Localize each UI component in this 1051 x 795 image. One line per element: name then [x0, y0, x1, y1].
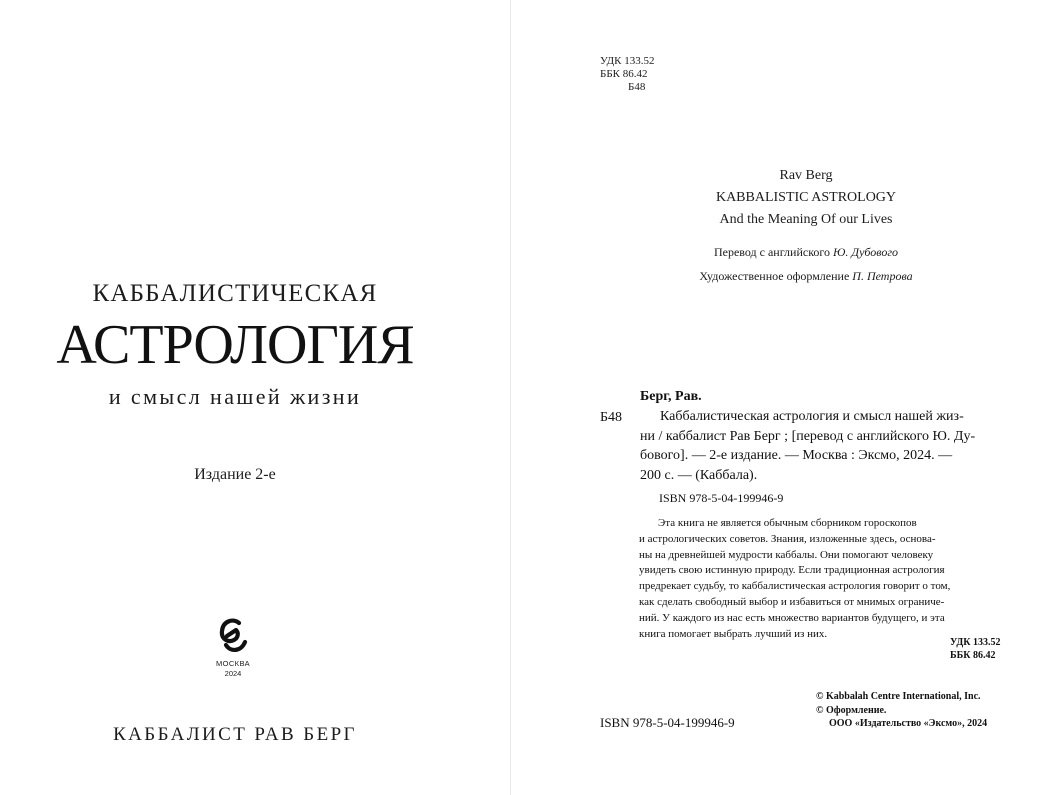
original-author: Rav Berg [779, 168, 833, 183]
design-label: Художественное оформление [699, 269, 850, 283]
original-title: KABBALISTIC ASTROLOGY [715, 190, 897, 205]
catalog-description [640, 407, 1009, 485]
imprint-page [511, 0, 1051, 795]
publisher-year: 2024 [224, 669, 242, 678]
annotation-udk: УДК 133.52 [950, 637, 1001, 648]
copyright-block [816, 690, 987, 731]
publisher-city: МОСКВА [215, 659, 251, 668]
original-edition [631, 165, 981, 231]
translation-credit [631, 245, 981, 260]
annotation-line: Эта книга не является обычным сборником гороскопов [658, 517, 917, 529]
annotation-line: ны на древнейшей мудрости каббалы. Они помогают человеку [639, 548, 934, 561]
author-sign-code: Б48 [628, 81, 646, 93]
title-supertitle: КАББАЛИСТИЧЕСКАЯ [92, 280, 378, 307]
book-title: АСТРОЛОГИЯ [56, 314, 414, 376]
catalog-line: Каббалистическая астрология и смысл нашей жиз- [660, 409, 964, 424]
edition-label: Издание 2-е [194, 466, 276, 483]
annotation-line: ний. У каждого из нас есть множество вариантов будущего, и эта [639, 611, 945, 624]
annotation-bbk: ББК 86.42 [950, 650, 996, 661]
classification-codes [600, 55, 655, 94]
footer-isbn: ISBN 978-5-04-199946-9 [600, 715, 735, 730]
copyright-line: © Kabbalah Centre International, Inc. [816, 691, 981, 702]
catalog-code: Б48 [600, 410, 623, 425]
translator-name: Ю. Дубового [833, 245, 899, 259]
book-author: КАББАЛИСТ РАВ БЕРГ [113, 724, 357, 745]
title-page [0, 0, 510, 795]
translation-label: Перевод с английского [713, 245, 831, 259]
bbk-code: ББК 86.42 [600, 68, 648, 80]
annotation-line: и астрологических советов. Знания, изложенные здесь, основа- [639, 532, 936, 545]
catalog-line: бового]. — 2-е издание. — Москва : Эксмо, 2024. — [640, 448, 953, 463]
catalog-isbn: ISBN 978-5-04-199946-9 [659, 491, 784, 505]
book-subtitle: и смысл нашей жизни [108, 384, 362, 409]
copyright-line: ООО «Издательство «Эксмо», 2024 [829, 718, 988, 729]
catalog-line: ни / каббалист Рав Берг ; [перевод с английского Ю. Ду- [640, 428, 976, 444]
annotation-line: книга помогает выбрать лучший из них. [639, 627, 828, 640]
design-credit [631, 269, 981, 284]
copyright-line: © Оформление. [816, 704, 887, 716]
udk-code: УДК 133.52 [600, 55, 655, 67]
annotation-line: как сделать свободный выбор и избавиться от мнимых ограниче- [639, 595, 945, 608]
original-subtitle: And the Meaning Of our Lives [719, 212, 893, 227]
eksmo-logo-icon [217, 617, 249, 655]
annotation-codes [950, 636, 1000, 662]
designer-name: П. Петрова [852, 269, 913, 283]
catalog-author: Берг, Рав. [640, 389, 702, 404]
annotation-line: увидеть свою истинную природу. Если традиционная астрология [639, 564, 945, 577]
annotation-line: предрекает судьбу, то каббалистическая астрология говорит о том, [639, 580, 951, 593]
catalog-line: 200 с. — (Каббала). [640, 467, 758, 483]
annotation [639, 516, 1009, 642]
